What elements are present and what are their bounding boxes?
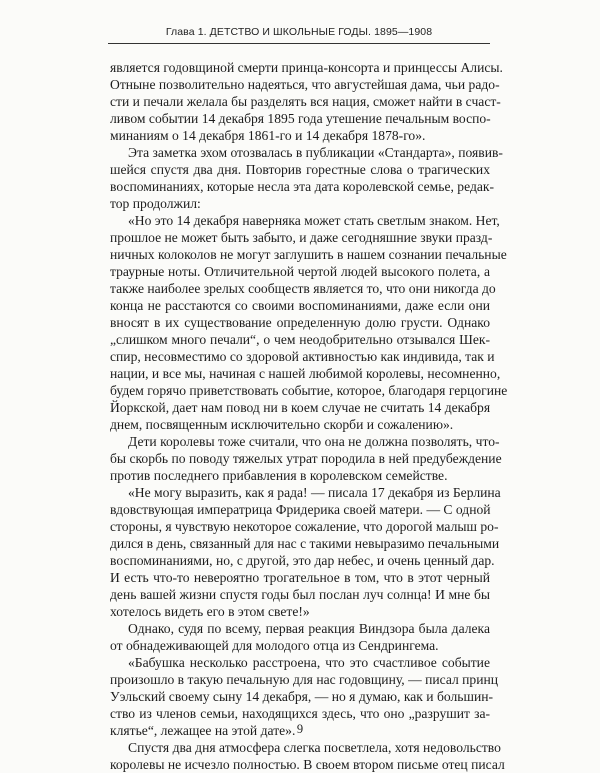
- text-line: «Но это 14 декабря наверняка может стать светлым знаком. Нет,: [128, 213, 500, 228]
- text-line: тор продолжил:: [110, 196, 201, 211]
- text-line: шейся спустя два дня. Повторив горестные слова о трагических: [110, 162, 490, 177]
- text-line: Спустя два дня атмосфера слегка посветлела, хотя недовольство: [128, 740, 501, 755]
- text-line: ливом событии 14 декабря 1895 года утешение печальным воспо-: [110, 111, 491, 126]
- text-line: минаниям о 14 декабря 1861-го и 14 декабря 1878-го».: [110, 128, 426, 143]
- header-rule: [108, 43, 490, 44]
- text-line: против последнего прибавления в королевском семействе.: [110, 468, 448, 483]
- text-line: вносят в их существование определенную долю грусти. Однако: [110, 315, 490, 330]
- text-line: произошло в такую печальную для нас годовщину, — писал принц: [110, 672, 499, 687]
- text-line: бы скорбь по поводу тяжелых утрат породила в ней предубеждение: [110, 451, 502, 466]
- text-line: конца не расстаются со своими воспоминаниями, даже если они: [110, 298, 490, 313]
- text-line: сти и печали желала бы разделять вся нация, сможет найти в счаст-: [110, 94, 501, 109]
- text-line: «Не могу выразить, как я рада! — писала 17 декабря из Берлина: [128, 485, 501, 500]
- page-number: 9: [296, 722, 304, 736]
- text-line: Йоркской, дает нам повод ни в коем случае не считать 14 декабря: [110, 400, 491, 415]
- text-line: является годовщиной смерти принца-консорта и принцессы Алисы.: [110, 60, 503, 75]
- text-line: прошлое не может быть забыто, и даже сегодняшние звуки празд-: [110, 230, 493, 245]
- text-line: ничных колоколов не могут заглушить в нашем сознании печальные: [110, 247, 507, 262]
- text-line: нации, и все мы, начиная с нашей любимой королевы, несомненно,: [110, 366, 501, 381]
- text-line: дился в день, связанный для нас с такими невыразимо печальными: [110, 536, 500, 551]
- text-line: „слишком много печали“, о чем неодобрительно отзывался Шек-: [110, 332, 490, 347]
- text-line: ство из членов семьи, находящихся здесь, что оно „разрушит за-: [110, 706, 490, 721]
- text-line: Однако, судя по всему, первая реакция Виндзора была далека: [128, 621, 490, 636]
- text-line: спир, несовместимо со здоровой активностью как индивида, так и: [110, 349, 495, 364]
- text-line: Уэльский своему сыну 14 декабря, — но я думаю, как и большин-: [110, 689, 494, 704]
- text-line: И есть что-то невероятно трогательное в том, что в этот черный: [110, 570, 490, 585]
- running-head: Глава 1. ДЕТСТВО И ШКОЛЬНЫЕ ГОДЫ. 1895—1908: [165, 26, 433, 38]
- text-line: день вашей жизни спустя годы был послан луч солнца! И мне бы: [110, 587, 490, 602]
- text-line: воспоминаниями, но, с другой, это дар небес, и очень ценный дар.: [110, 553, 495, 568]
- text-line: днем, посвященным исключительно скорби и сожалению».: [110, 417, 454, 432]
- text-line: воспоминаниях, которые несла эта дата королевской семье, редак-: [110, 179, 495, 194]
- text-line: от обнадеживающей для молодого отца из Сендрингема.: [110, 638, 439, 653]
- text-line: Эта заметка эхом отозвалась в публикации «Стандарта», появив-: [128, 145, 503, 160]
- text-line: также наиболее зрелых сообществ является то, что они никогда до: [110, 281, 496, 296]
- text-line: Отныне позволительно надеяться, что августейшая дама, чьи радо-: [110, 77, 500, 92]
- text-line: «Бабушка несколько расстроена, что это счастливое событие: [128, 655, 490, 670]
- text-line: хотелось видеть его в этом свете!»: [110, 604, 310, 619]
- text-line: вдовствующая императрица Фридерика своей матери. — С одной: [110, 502, 491, 517]
- text-line: королевы не исчезло полностью. В своем втором письме отец писал: [110, 757, 505, 772]
- text-line: траурные ноты. Отличительной чертой людей высокого полета, а: [110, 264, 490, 279]
- text-line: будем горячо приветствовать событие, которое, благодаря герцогине: [110, 383, 508, 398]
- text-line: Дети королевы тоже считали, что она не должна позволять, что-: [128, 434, 500, 449]
- text-line: стороны, я чувствую некоторое сожаление, что дорогой малыш ро-: [110, 519, 499, 534]
- text-line: клятье“, лежащее на этой дате».: [110, 723, 296, 738]
- body-text: [110, 59, 508, 773]
